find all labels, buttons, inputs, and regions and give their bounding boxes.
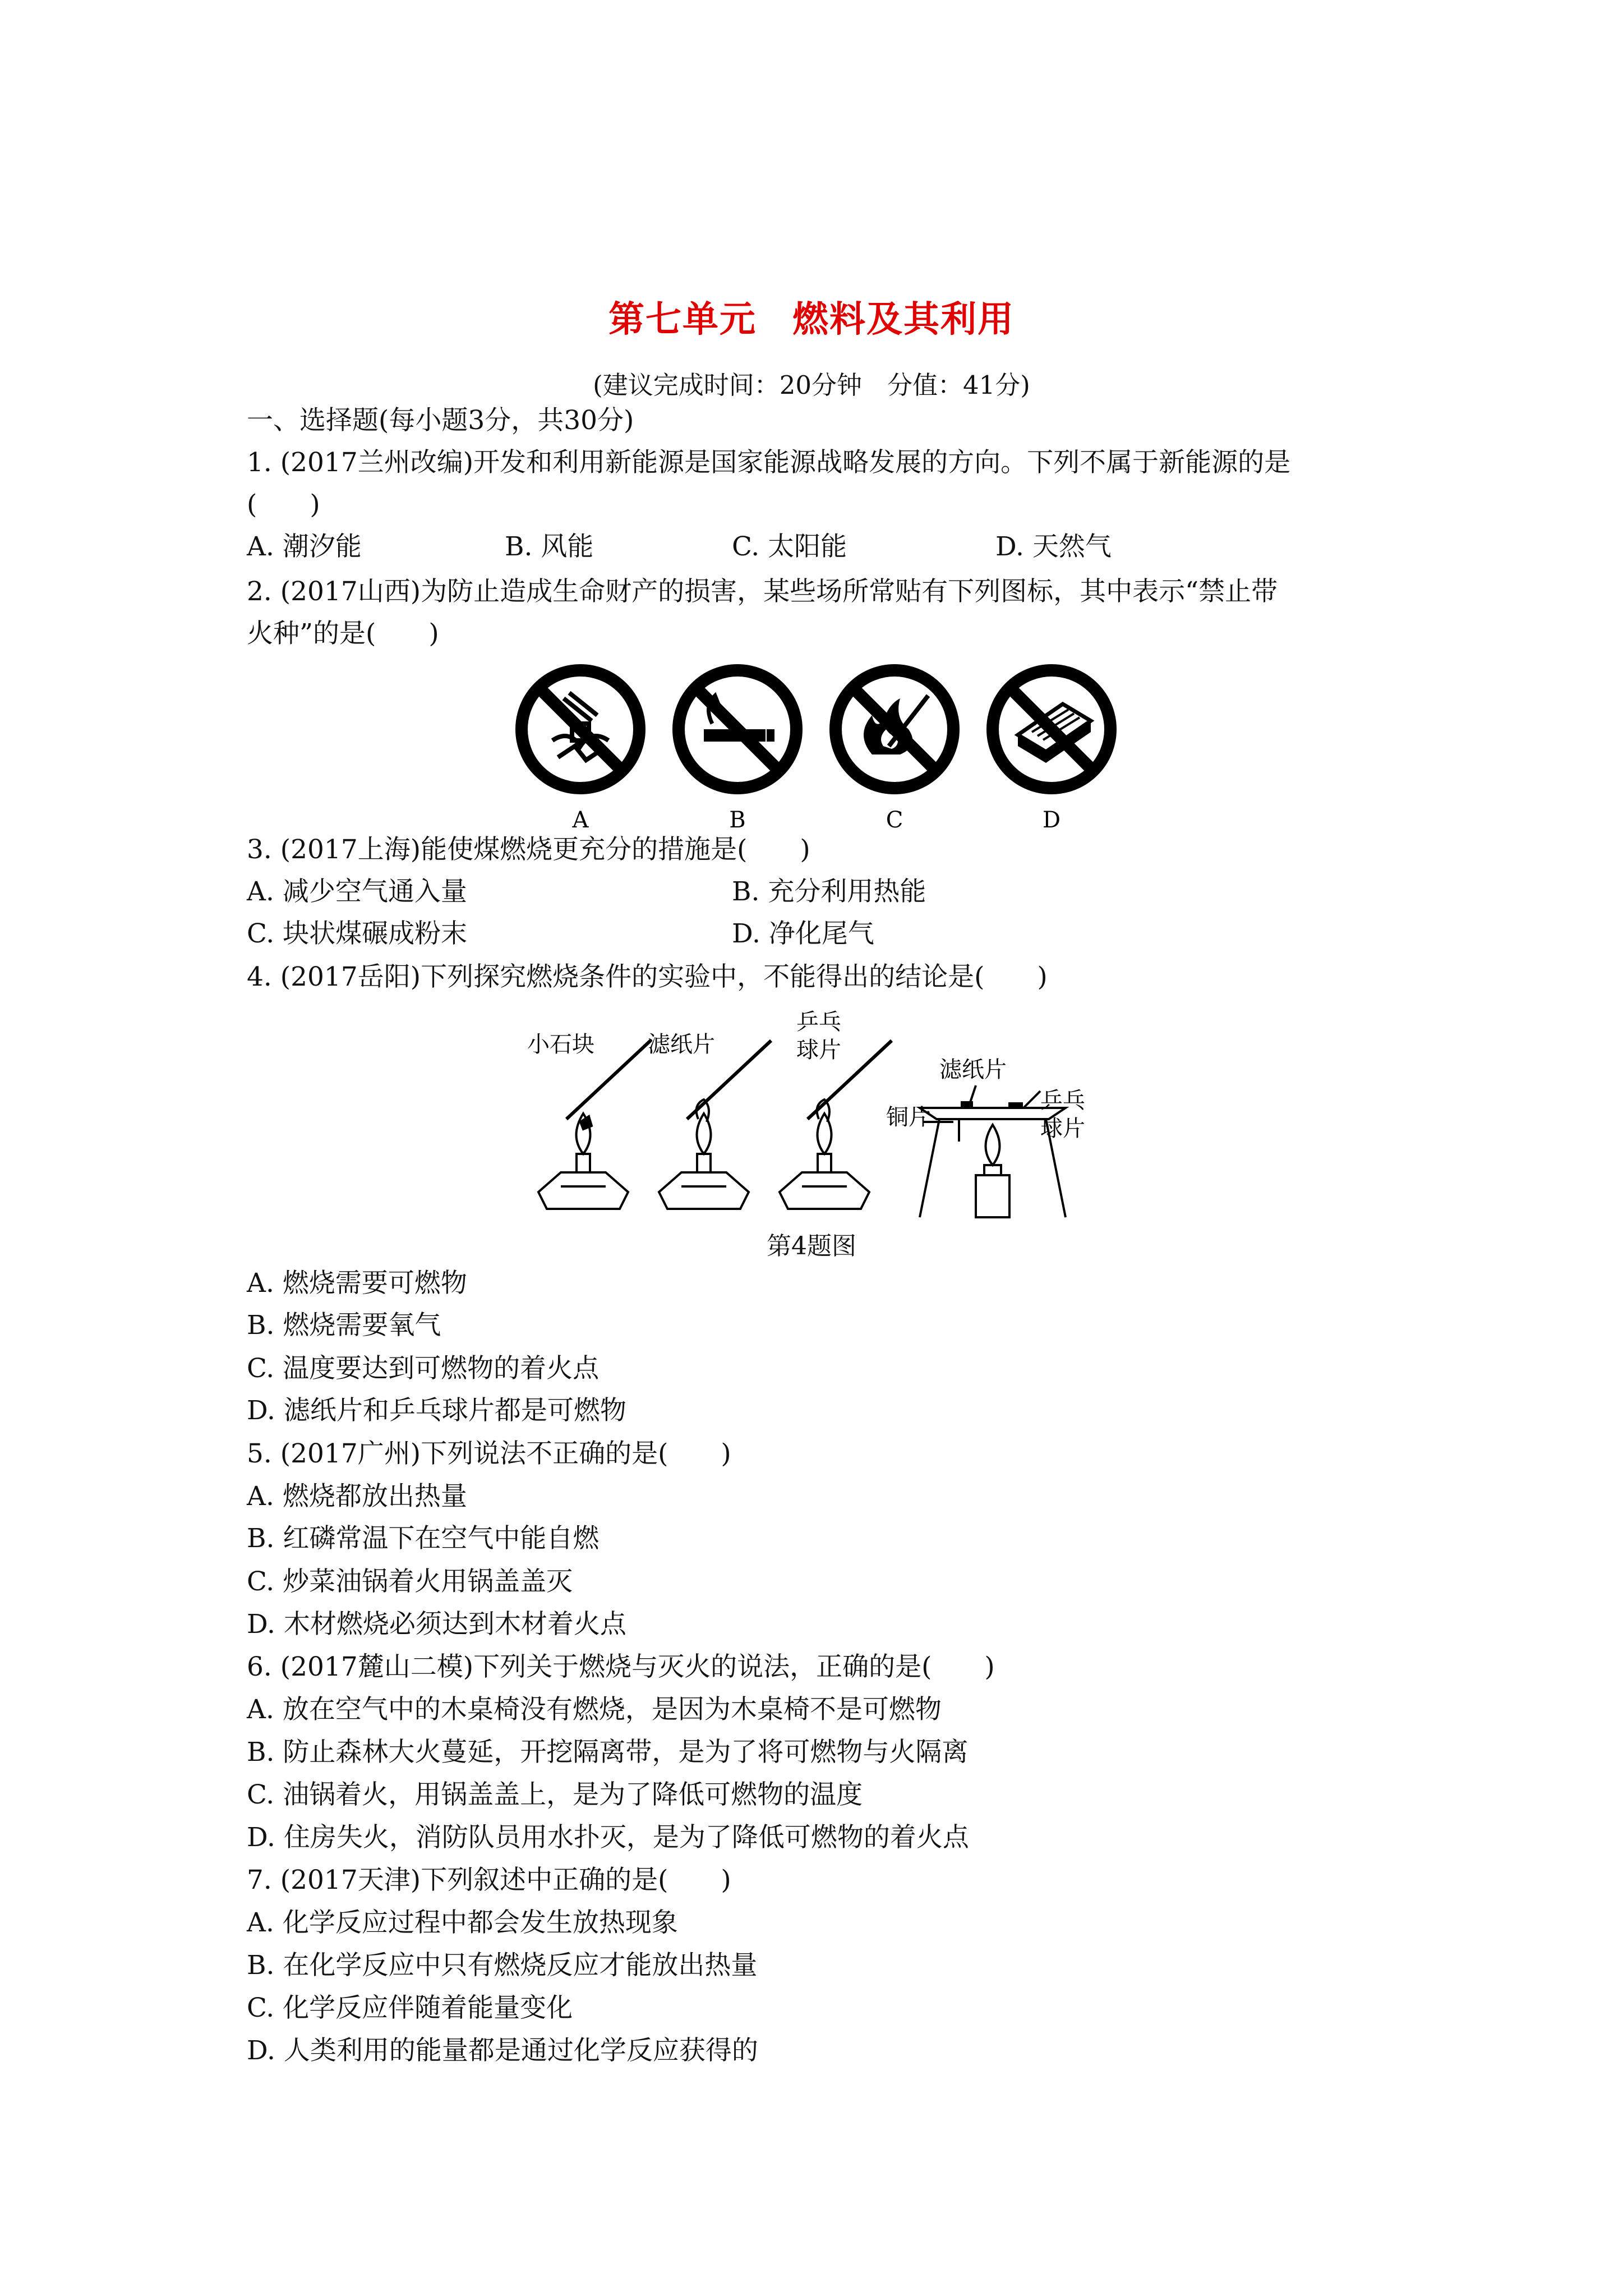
q7-option-c[interactable]: C. 化学反应伴随着能量变化 bbox=[247, 1993, 573, 2023]
alcohol-lamp-icon bbox=[659, 1041, 771, 1209]
q3-option-d[interactable]: D. 净化尾气 bbox=[732, 918, 874, 949]
q1-option-d[interactable]: D. 天然气 bbox=[995, 531, 1112, 562]
q3-option-a[interactable]: A. 减少空气通入量 bbox=[247, 876, 467, 907]
q2-signs-figure bbox=[505, 659, 1127, 833]
q1-stem: 1. (2017兰州改编)开发和利用新能源是国家能源战略发展的方向。下列不属于新能源的是 bbox=[247, 447, 1291, 478]
sign-label-a: A bbox=[572, 807, 589, 833]
q2-stem-cont: 火种”的是( ) bbox=[247, 618, 439, 649]
alcohol-lamp-icon bbox=[780, 1041, 892, 1209]
q1-option-a[interactable]: A. 潮汐能 bbox=[247, 531, 362, 562]
q7-option-a[interactable]: A. 化学反应过程中都会发生放热现象 bbox=[247, 1907, 678, 1938]
label-copper-sheet: 铜片 bbox=[886, 1105, 931, 1130]
q1-option-b[interactable]: B. 风能 bbox=[505, 531, 594, 562]
label-pingpong-1b: 球片 bbox=[796, 1037, 841, 1063]
q4-figure-caption: 第4题图 bbox=[767, 1232, 856, 1260]
q6-option-b[interactable]: B. 防止森林大火蔓延，开挖隔离带，是为了将可燃物与火隔离 bbox=[247, 1737, 969, 1768]
q5-option-d[interactable]: D. 木材燃烧必须达到木材着火点 bbox=[247, 1609, 626, 1640]
sign-b-no-smoking-icon[interactable] bbox=[679, 670, 796, 788]
q5-option-a[interactable]: A. 燃烧都放出热量 bbox=[247, 1481, 467, 1512]
sign-label-b: B bbox=[729, 807, 746, 833]
label-filter-paper-1: 滤纸片 bbox=[648, 1032, 715, 1057]
q5-option-b[interactable]: B. 红磷常温下在空气中能自燃 bbox=[247, 1523, 600, 1554]
q6-option-c[interactable]: C. 油锅着火，用锅盖盖上，是为了降低可燃物的温度 bbox=[247, 1779, 863, 1810]
sign-label-c: C bbox=[886, 807, 903, 833]
q6-option-d[interactable]: D. 住房失火，消防队员用水扑灭，是为了降低可燃物的着火点 bbox=[247, 1822, 969, 1853]
q2-stem: 2. (2017山西)为防止造成生命财产的损害，某些场所常贴有下列图标，其中表示“禁止带 bbox=[247, 576, 1278, 607]
q3-option-c[interactable]: C. 块状煤碾成粉末 bbox=[247, 918, 468, 949]
q4-option-a[interactable]: A. 燃烧需要可燃物 bbox=[247, 1268, 467, 1299]
q4-option-b[interactable]: B. 燃烧需要氧气 bbox=[247, 1310, 441, 1341]
q4-option-c[interactable]: C. 温度要达到可燃物的着火点 bbox=[247, 1353, 600, 1384]
q6-stem: 6. (2017麓山二模)下列关于燃烧与灭火的说法，正确的是( ) bbox=[247, 1651, 995, 1682]
alcohol-lamp-icon bbox=[538, 1041, 651, 1209]
label-pingpong-2b: 球片 bbox=[1040, 1116, 1085, 1142]
q7-stem: 7. (2017天津)下列叙述中正确的是( ) bbox=[247, 1865, 731, 1895]
q5-stem: 5. (2017广州)下列说法不正确的是( ) bbox=[247, 1438, 731, 1469]
label-filter-paper-2: 滤纸片 bbox=[939, 1057, 1007, 1083]
page-title bbox=[0, 291, 1623, 342]
sign-d-no-matchbox-icon[interactable] bbox=[993, 670, 1110, 788]
q7-option-d[interactable]: D. 人类利用的能量都是通过化学反应获得的 bbox=[247, 2035, 758, 2066]
q4-stem: 4. (2017岳阳)下列探究燃烧条件的实验中，不能得出的结论是( ) bbox=[247, 961, 1048, 992]
q1-stem-cont: ( ) bbox=[247, 489, 320, 520]
q5-option-c[interactable]: C. 炒菜油锅着火用锅盖盖灭 bbox=[247, 1566, 573, 1597]
label-stone: 小石块 bbox=[527, 1032, 594, 1057]
q4-option-d[interactable]: D. 滤纸片和乒乓球片都是可燃物 bbox=[247, 1395, 626, 1426]
subtitle: (建议完成时间：20分钟 分值：41分) bbox=[593, 370, 1030, 400]
q6-option-a[interactable]: A. 放在空气中的木桌椅没有燃烧，是因为木桌椅不是可燃物 bbox=[247, 1694, 942, 1725]
sign-c-no-fire-source-icon[interactable] bbox=[836, 670, 953, 788]
q3-stem: 3. (2017上海)能使煤燃烧更充分的措施是( ) bbox=[247, 834, 810, 865]
sign-a-no-fireworks-icon[interactable] bbox=[522, 670, 639, 788]
sign-label-d: D bbox=[1042, 807, 1061, 833]
label-pingpong-2a: 乒乓 bbox=[1040, 1088, 1085, 1114]
label-pingpong-1a: 乒乓 bbox=[796, 1009, 841, 1035]
q3-option-b[interactable]: B. 充分利用热能 bbox=[732, 876, 926, 907]
title-topic: 燃料及其利用 bbox=[792, 298, 1015, 341]
section-heading: 一、选择题(每小题3分，共30分) bbox=[247, 405, 634, 436]
q4-experiment-figure bbox=[527, 1007, 1122, 1231]
q7-option-b[interactable]: B. 在化学反应中只有燃烧反应才能放出热量 bbox=[247, 1950, 758, 1981]
q1-option-c[interactable]: C. 太阳能 bbox=[732, 531, 847, 562]
title-unit: 第七单元 bbox=[608, 298, 757, 341]
